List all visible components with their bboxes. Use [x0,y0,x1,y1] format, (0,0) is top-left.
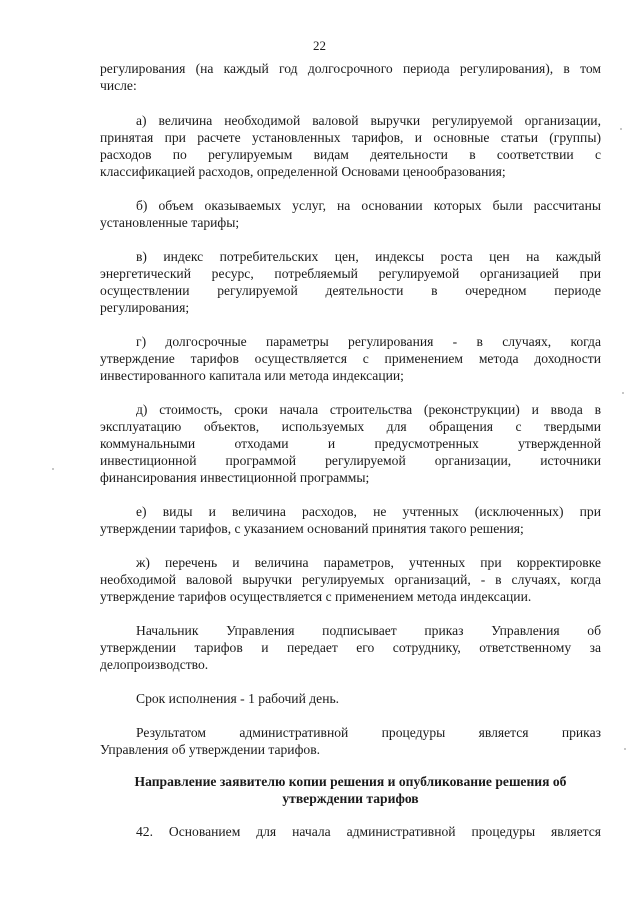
section-heading: утверждении тарифов [282,791,419,806]
text-line: Срок исполнения - 1 рабочий день. [136,691,340,706]
text-line: утверждении тарифов, с указанием оснований принятия такого решения; [100,521,524,536]
text-line: финансирования инвестиционной программы; [100,470,370,485]
text-line: утверждении тарифов и передает его сотруднику, ответственному за [100,640,601,655]
scan-speck [624,748,626,750]
text-line: энергетический ресурс, потребляемый регулируемой организацией при [100,266,601,281]
text-line: числе: [100,78,137,93]
text-line: Начальник Управления подписывает приказ Управления об [136,623,601,638]
text-line: коммунальными отходами и предусмотренных утвержденной [100,436,601,451]
text-line: Управления об утверждении тарифов. [100,742,321,757]
text-line: 42. Основанием для начала административной процедуры является [136,824,601,839]
text-line: б) объем оказываемых услуг, на основании которых были рассчитаны [136,198,601,213]
text-line: необходимой валовой выручки регулируемых организаций, - в случаях, когда [100,572,601,587]
text-line: принятая при расчете установленных тарифов, и основные статьи (группы) [100,130,601,145]
text-line: установленные тарифы; [100,215,240,230]
text-line: эксплуатацию объектов, используемых для обращения с твердыми [100,419,601,434]
section-heading: Направление заявителю копии решения и опубликование решения об [134,774,567,789]
text-line: е) виды и величина расходов, не учтенных (исключенных) при [136,504,601,519]
text-line: а) величина необходимой валовой выручки регулируемой организации, [136,113,601,128]
text-line: ж) перечень и величина параметров, учтенных при корректировке [136,555,601,570]
page-number: 22 [313,38,326,53]
text-line: регулирования; [100,300,190,315]
scan-speck [622,392,624,394]
text-line: инвестиционной программой регулируемой организации, источники [100,453,601,468]
text-line: утверждение тарифов осуществляется с применением метода индексации. [100,589,532,604]
scan-speck [52,468,54,470]
text-line: в) индекс потребительских цен, индексы роста цен на каждый [136,249,601,264]
text-line: Результатом административной процедуры является приказ [136,725,601,740]
text-line: делопроизводство. [100,657,209,672]
text-line: инвестированного капитала или метода индексации; [100,368,404,383]
text-line: утверждение тарифов осуществляется с применением метода доходности [100,351,601,366]
text-line: д) стоимость, сроки начала строительства (реконструкции) и ввода в [136,402,601,417]
scan-speck [620,128,622,130]
text-line: г) долгосрочные параметры регулирования - в случаях, когда [136,334,601,349]
text-line: расходов по регулируемым видам деятельности в соответствии с [100,147,601,162]
text-line: классификацией расходов, определенной Основами ценообразования; [100,164,506,179]
text-line: регулирования (на каждый год долгосрочного периода регулирования), в том [100,61,601,76]
text-line: осуществлении регулируемой деятельности в очередном периоде [100,283,601,298]
